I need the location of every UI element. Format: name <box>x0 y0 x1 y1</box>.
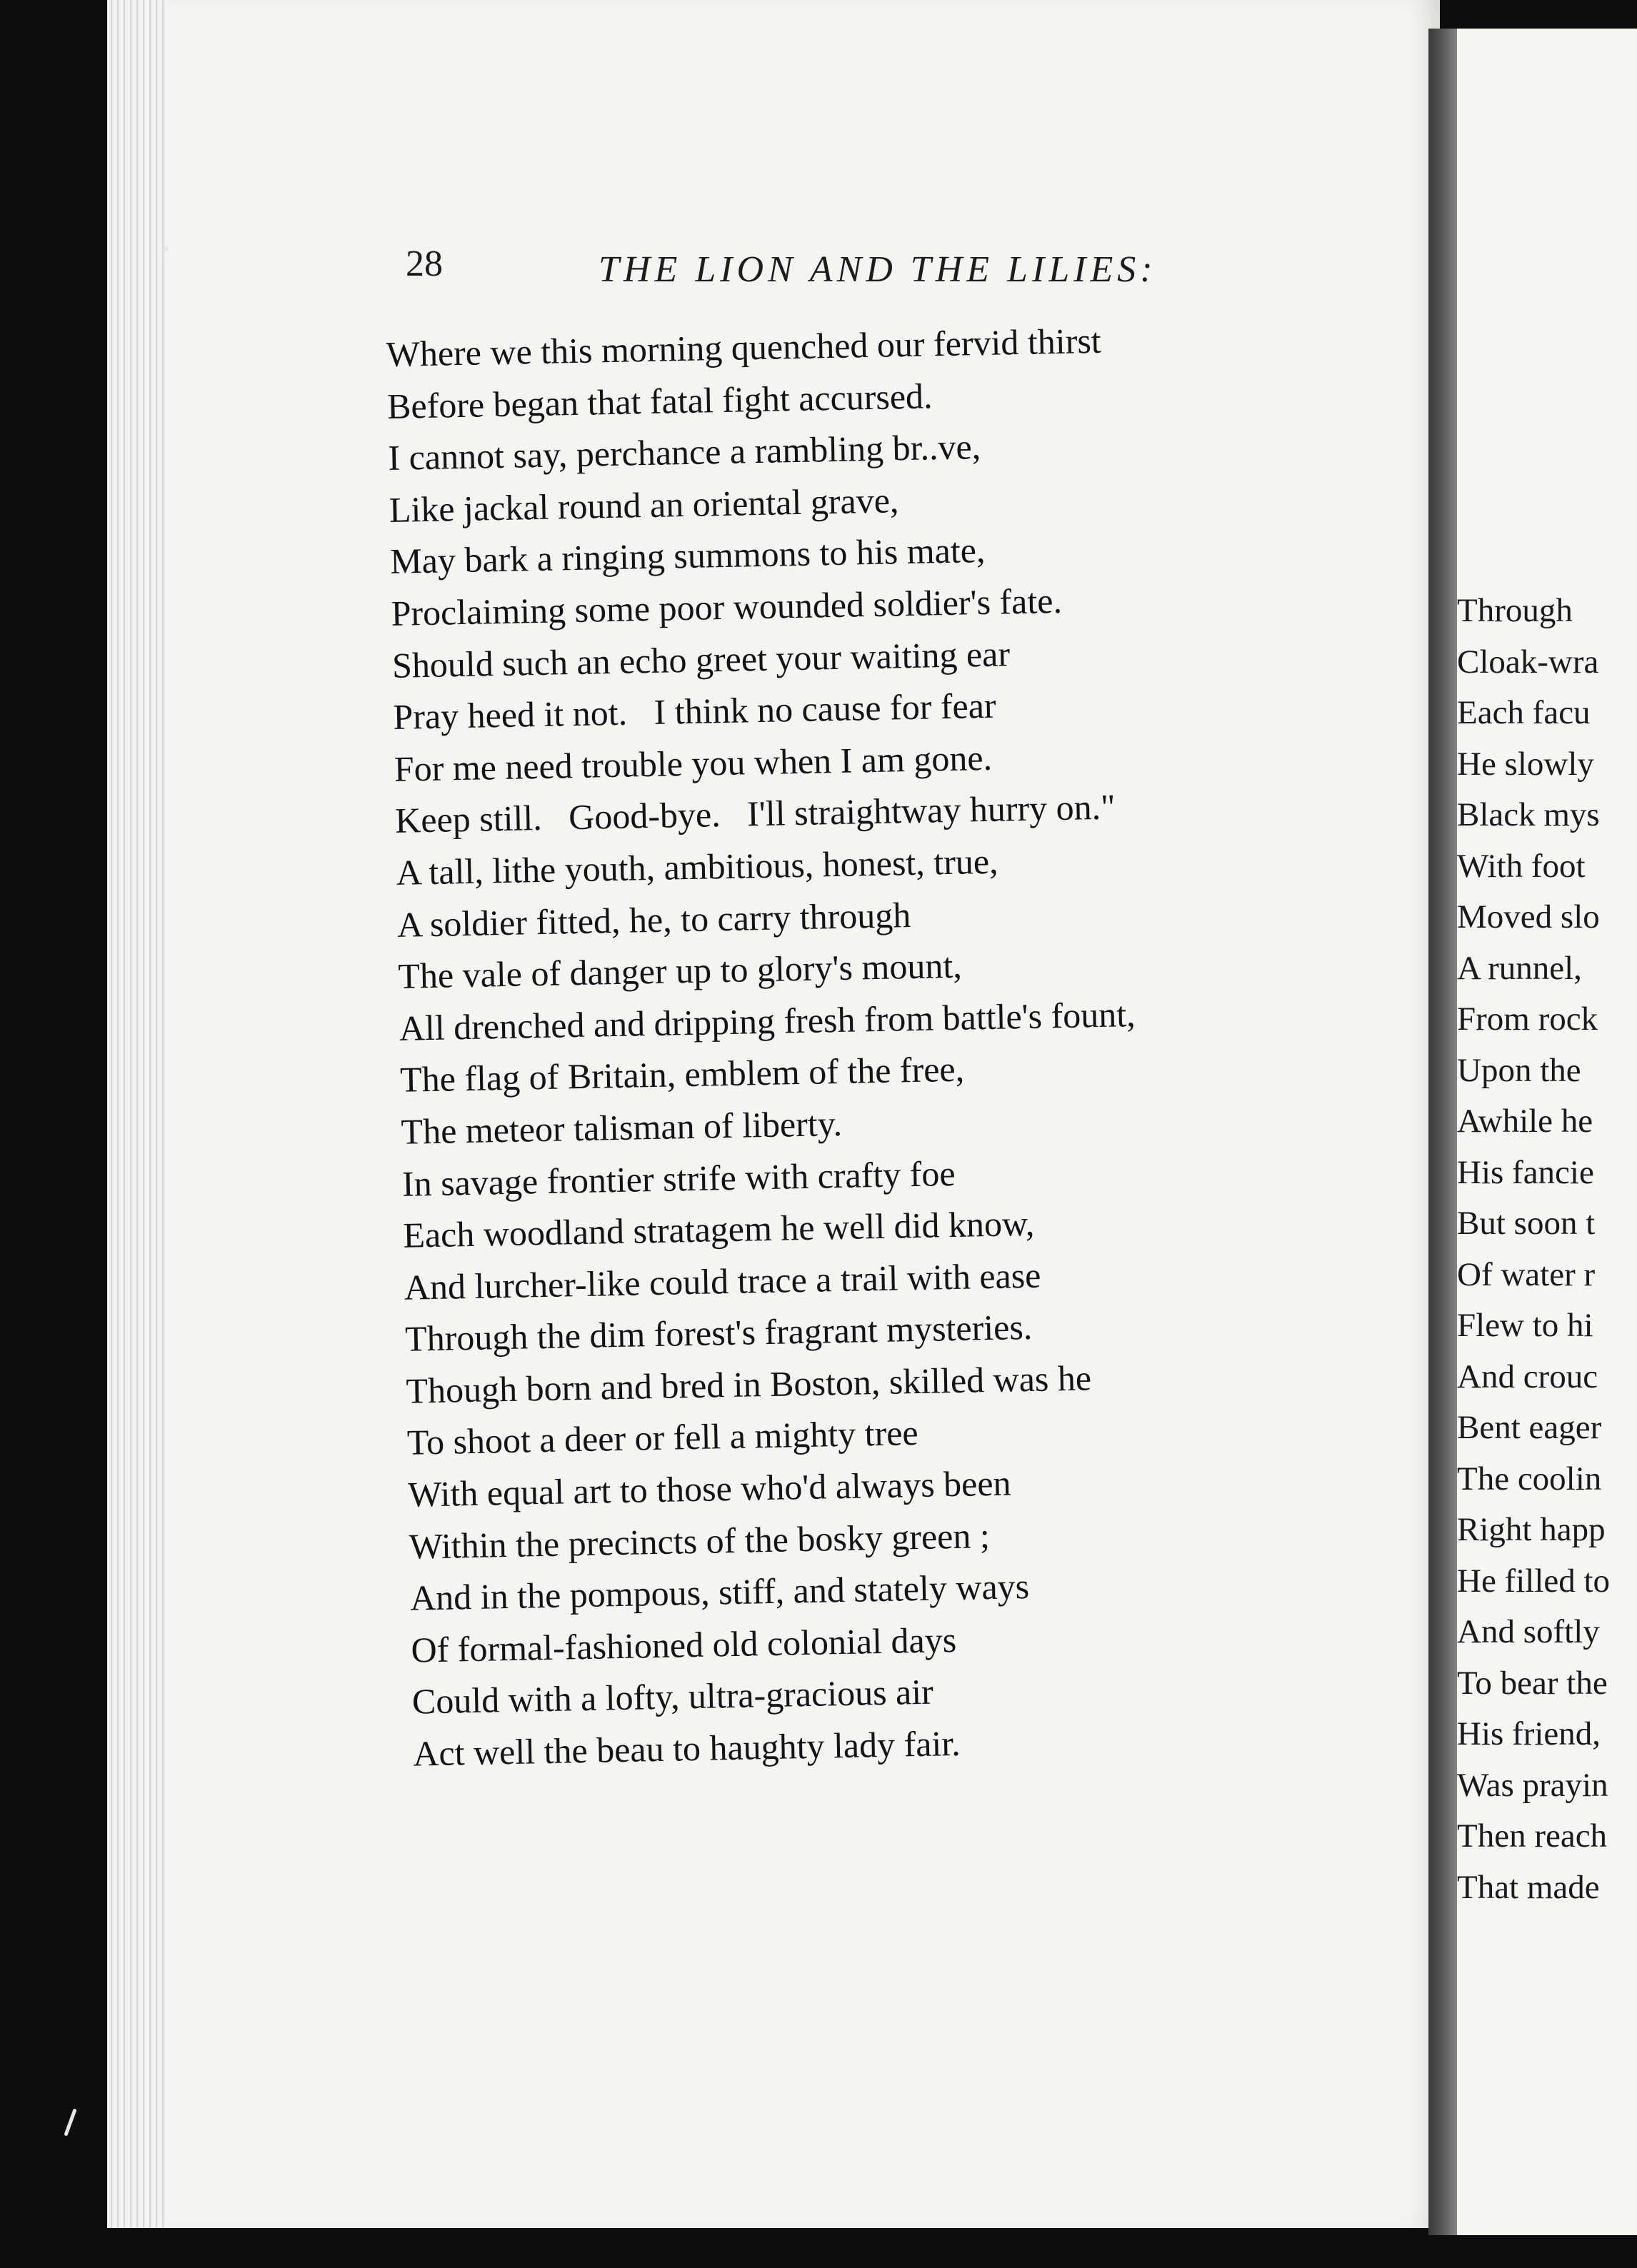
poem-line: Where we this morning quenched our fervid thirst <box>386 320 1102 374</box>
poem-line: And lurcher-like could trace a trail with ease <box>404 1255 1041 1308</box>
poem-line: With equal art to those who'd always been <box>407 1462 1011 1515</box>
next-page-line: The coolin <box>1457 1460 1602 1497</box>
next-page-line: With foot <box>1457 847 1586 885</box>
next-page-line: Moved slo <box>1457 898 1600 935</box>
poem-line: May bark a ringing summons to his mate, <box>389 530 986 582</box>
next-page-line: He filled to <box>1457 1562 1611 1600</box>
next-page-line: Then reach <box>1457 1817 1608 1855</box>
next-page-line: And softly <box>1457 1613 1600 1650</box>
poem-line: Before began that fatal fight accursed. <box>386 375 933 426</box>
next-page-line: Of water r <box>1457 1255 1596 1293</box>
next-page-line: Upon the <box>1457 1051 1581 1089</box>
next-page-line: Cloak-wra <box>1457 643 1599 681</box>
next-page-text <box>1457 586 1637 1913</box>
next-page-line: Black mys <box>1457 796 1600 833</box>
poem-line: Should such an echo greet your waiting ear <box>391 633 1011 686</box>
poem-line: Within the precincts of the bosky green ; <box>409 1515 991 1567</box>
poem-line: Though born and bred in Boston, skilled was he <box>406 1358 1092 1411</box>
scan-speck <box>163 246 169 252</box>
next-page-line: Awhile he <box>1457 1103 1593 1140</box>
stacked-page-edges <box>107 0 173 2228</box>
poem-line: Of formal-fashioned old colonial days <box>410 1619 957 1670</box>
next-page-line: Flew to hi <box>1457 1307 1593 1344</box>
poem-line: Each woodland stratagem he well did know, <box>402 1203 1035 1255</box>
next-page-line: His friend, <box>1457 1715 1601 1752</box>
poem-line: I cannot say, perchance a rambling br..ve, <box>387 426 981 478</box>
next-page-line: Each facu <box>1457 694 1591 731</box>
running-title: THE LION AND THE LILIES: <box>599 249 1157 290</box>
next-page-line: To bear the <box>1457 1664 1608 1702</box>
next-page-line: Bent eager <box>1457 1409 1602 1446</box>
poem-line: Keep still. Good-bye. I'll straightway hurry on." <box>394 786 1116 841</box>
poem-line: Proclaiming some poor wounded soldier's fate. <box>391 580 1063 633</box>
poem-line: In savage frontier strife with crafty foe <box>401 1153 956 1204</box>
next-page-line: Right happ <box>1457 1511 1606 1548</box>
poem-line: The flag of Britain, emblem of the free, <box>399 1048 965 1100</box>
poem-line: A soldier fitted, he, to carry through <box>396 894 911 945</box>
poem-text <box>386 314 1150 1780</box>
next-page-line: That made <box>1457 1868 1600 1906</box>
poem-line: Could with a lofty, ultra-gracious air <box>411 1672 934 1722</box>
poem-line: Pray heed it not. I think no cause for fear <box>392 685 997 738</box>
next-page-line: Through <box>1457 592 1573 629</box>
next-page-line: From rock <box>1457 1000 1598 1038</box>
poem-line: The meteor talisman of liberty. <box>401 1103 843 1152</box>
page-number: 28 <box>406 244 443 284</box>
poem-line: Through the dim forest's fragrant mysteries. <box>404 1307 1033 1360</box>
poem-line: All drenched and dripping fresh from battle's fount, <box>399 993 1136 1048</box>
next-page-line: He slowly <box>1457 745 1594 783</box>
poem-line: A tall, lithe youth, ambitious, honest, true, <box>396 841 998 893</box>
next-page-line: But soon t <box>1457 1205 1596 1242</box>
next-page-line: Was prayin <box>1457 1766 1608 1804</box>
poem-line: The vale of danger up to glory's mount, <box>397 945 963 996</box>
page-header <box>0 0 1637 328</box>
next-page-line: A runnel, <box>1457 949 1582 987</box>
next-page-line: And crouc <box>1457 1358 1598 1395</box>
poem-line: And in the pompous, stiff, and stately ways <box>409 1566 1030 1618</box>
next-page-line: His fancie <box>1457 1153 1594 1191</box>
poem-line: To shoot a deer or fell a mighty tree <box>406 1413 919 1463</box>
poem-line: Like jackal round an oriental grave, <box>389 480 899 530</box>
poem-line: For me need trouble you when I am gone. <box>394 737 993 789</box>
poem-line: Act well the beau to haughty lady fair. <box>412 1722 961 1774</box>
right-book-page <box>1457 29 1637 2235</box>
